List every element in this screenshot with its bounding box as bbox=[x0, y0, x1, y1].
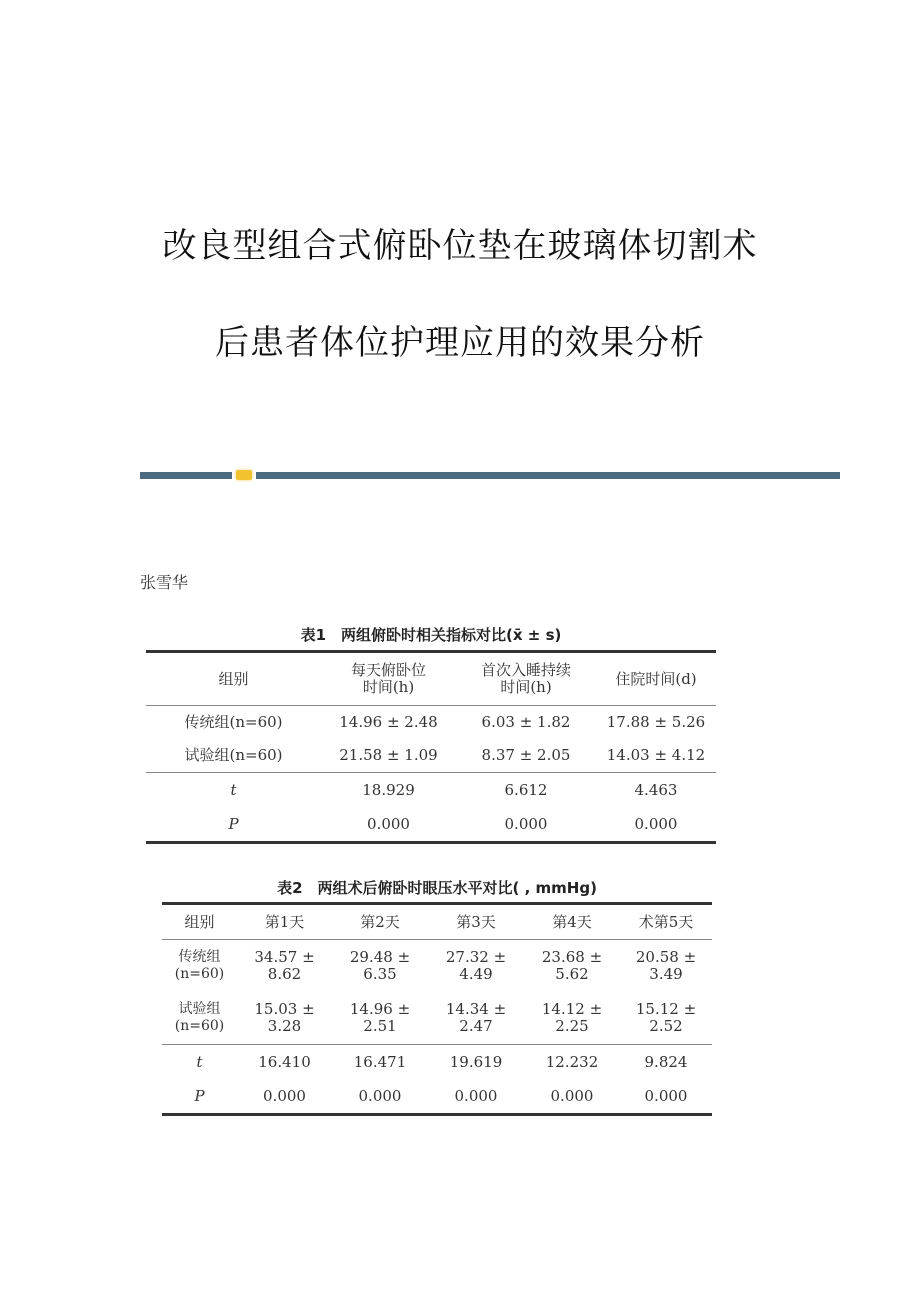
table-row bbox=[162, 1045, 712, 1080]
table-cell: 6.612 bbox=[504, 780, 548, 799]
table-cell: 15.03 ± 3.28 bbox=[237, 992, 332, 1045]
table-cell: P bbox=[146, 807, 321, 843]
table-cell: 0.000 bbox=[428, 1079, 524, 1115]
table-cell: 14.12 ± 2.25 bbox=[524, 992, 620, 1045]
table1-caption: 表1 两组俯卧时相关指标对比(x̄ ± s) bbox=[300, 626, 562, 644]
table-cell: 试验组 (n=60) bbox=[162, 992, 237, 1045]
table-cell: 6.03 ± 1.82 bbox=[481, 712, 571, 731]
table-cell: 0.000 bbox=[332, 1079, 428, 1115]
column-header: 术第5天 bbox=[620, 904, 712, 940]
table1 bbox=[146, 650, 716, 844]
divider-bar-right bbox=[256, 472, 840, 479]
table-cell: 传统组(n=60) bbox=[184, 712, 283, 731]
column-header: 组别 bbox=[146, 652, 321, 706]
table-cell: 14.03 ± 4.12 bbox=[596, 738, 716, 773]
column-header: 第4天 bbox=[524, 904, 620, 940]
column-header: 首次入睡持续 时间(h) bbox=[456, 652, 596, 706]
title-line-1: 改良型组合式俯卧位垫在玻璃体切割术 bbox=[162, 226, 758, 266]
table-cell: 15.12 ± 2.52 bbox=[620, 992, 712, 1045]
table-cell: 14.34 ± 2.47 bbox=[428, 992, 524, 1045]
table-cell: 0.000 bbox=[524, 1079, 620, 1115]
table-row bbox=[162, 1079, 712, 1115]
table-cell: 19.619 bbox=[449, 1052, 503, 1071]
table-cell: 34.57 ± 8.62 bbox=[254, 948, 315, 983]
table-row bbox=[146, 706, 716, 739]
table-cell: 0.000 bbox=[596, 807, 716, 843]
table-cell: 0.000 bbox=[620, 1079, 712, 1115]
table-cell: P bbox=[162, 1079, 237, 1115]
table-cell: 0.000 bbox=[321, 807, 456, 843]
header-row bbox=[146, 652, 716, 706]
title-line-2: 后患者体位护理应用的效果分析 bbox=[215, 323, 705, 363]
column-header: 住院时间(d) bbox=[596, 652, 716, 706]
table2 bbox=[162, 902, 712, 1116]
table-row bbox=[146, 807, 716, 843]
table-row bbox=[146, 738, 716, 773]
table-row bbox=[162, 992, 712, 1045]
table-cell: 20.58 ± 3.49 bbox=[635, 948, 697, 983]
table-cell: 17.88 ± 5.26 bbox=[606, 712, 706, 731]
table-cell: 0.000 bbox=[237, 1079, 332, 1115]
table-cell: 27.32 ± 4.49 bbox=[445, 948, 507, 983]
table-cell: 试验组(n=60) bbox=[146, 738, 321, 773]
divider-badge-icon bbox=[236, 470, 252, 480]
table-cell: t bbox=[230, 780, 237, 799]
table-cell: 23.68 ± 5.62 bbox=[541, 948, 603, 983]
column-header: 第3天 bbox=[428, 904, 524, 940]
table-cell: 29.48 ± 6.35 bbox=[349, 948, 411, 983]
divider-bar-left bbox=[140, 472, 232, 479]
column-header: 每天俯卧位 时间(h) bbox=[321, 652, 456, 706]
column-header: 第1天 bbox=[237, 904, 332, 940]
table-cell: 传统组 (n=60) bbox=[174, 949, 225, 982]
author: 张雪华 bbox=[140, 573, 189, 592]
table-cell: 14.96 ± 2.48 bbox=[339, 712, 438, 731]
table-cell: 16.410 bbox=[258, 1052, 311, 1071]
table-cell: 8.37 ± 2.05 bbox=[456, 738, 596, 773]
table-cell: 14.96 ± 2.51 bbox=[332, 992, 428, 1045]
table-cell: 18.929 bbox=[362, 780, 415, 799]
table-cell: 12.232 bbox=[545, 1052, 599, 1071]
header-row bbox=[162, 904, 712, 940]
table-cell: 0.000 bbox=[456, 807, 596, 843]
table-row bbox=[162, 940, 712, 993]
table-row bbox=[146, 773, 716, 808]
table-cell: 21.58 ± 1.09 bbox=[321, 738, 456, 773]
table-cell: 4.463 bbox=[634, 780, 678, 799]
column-header: 第2天 bbox=[332, 904, 428, 940]
table2-caption: 表2 两组术后俯卧时眼压水平对比( , mmHg) bbox=[277, 879, 597, 897]
column-header: 组别 bbox=[162, 904, 237, 940]
table-cell: 16.471 bbox=[353, 1052, 407, 1071]
table-cell: t bbox=[196, 1052, 203, 1071]
table-cell: 9.824 bbox=[644, 1052, 688, 1071]
